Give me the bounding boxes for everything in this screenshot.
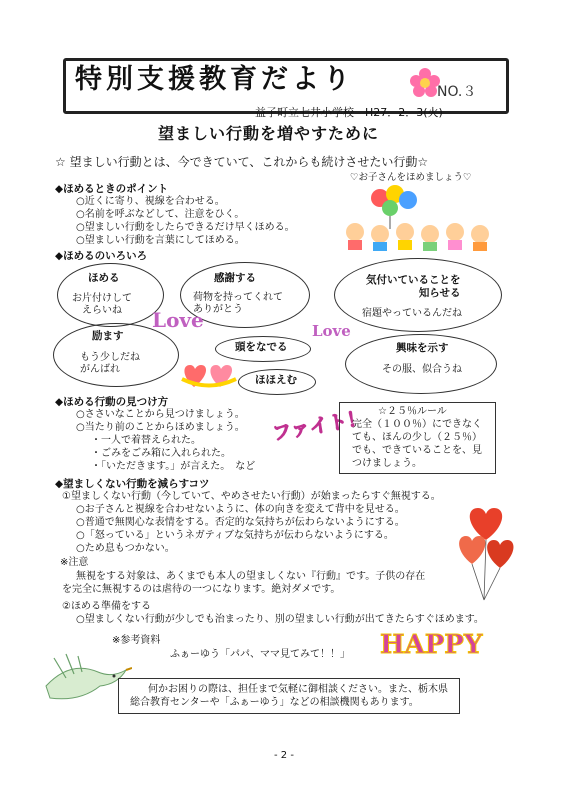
rule-line: でも、できていることを、見 <box>352 445 482 456</box>
rule-title: ☆２５％ルール <box>378 406 447 417</box>
love-decoration: Love <box>152 308 204 332</box>
bubble-title: 励ます <box>92 330 124 342</box>
bubble-text: もう少しだね がんばれ <box>80 352 140 375</box>
page-title: 特別支援教育だより <box>75 64 354 95</box>
bubble-title: 気付いていることを 知らせる <box>366 274 461 299</box>
bubble-title: 頭をなでる <box>235 341 288 353</box>
lead-text: ☆ 望ましい行動とは、今できていて、これからも続けさせたい行動☆ <box>55 155 429 169</box>
bubble-text: 荷物を持ってくれて ありがとう <box>193 292 283 315</box>
bubble-title: ほほえむ <box>255 374 297 386</box>
bubble-title: 興味を示す <box>396 342 449 354</box>
list-item: ○お子さんと視線を合わせないように、体の向きを変えて背中を見せる。 <box>76 504 405 515</box>
heart-balloons-icon <box>454 504 518 602</box>
issue-number: NO.３ <box>437 84 477 100</box>
references-title: ※参考資料 <box>112 635 161 646</box>
bubble-title: 感謝する <box>214 272 256 284</box>
section-praise-points: ◆ほめるときのポイント <box>55 183 169 195</box>
list-item: ○ささいなことから見つけましょう。 <box>76 409 245 420</box>
list-item: ○望ましい行動を言葉にしてほめる。 <box>76 235 245 246</box>
consult-line: 総合教育センターや「ふぁーゆう」などの相談機関もあります。 <box>130 697 419 708</box>
list-item: ○望ましくない行動が少しでも治まったり、別の望ましい行動が出てきたらすぐほめます。 <box>76 614 484 625</box>
section-praise-types: ◆ほめるのいろいろ <box>55 250 148 262</box>
note-line: を完全に無視するのは虐待の一つになります。絶対ダメです。 <box>62 584 341 595</box>
school-date: 益子町立七井小学校 H27．2．3(火) <box>255 106 443 119</box>
consult-line: 何かお困りの際は、担任まで気軽に御相談ください。また、栃木県 <box>148 684 448 695</box>
page-number: - 2 - <box>274 750 294 761</box>
references-item: ふぁーゆう「パパ、ママ見てみて！！」 <box>170 649 350 660</box>
list-item: ○「怒っている」というネガティブな気持ちが伝わらないようにする。 <box>76 530 394 541</box>
list-item: ・ごみをごみ箱に入れられた。 <box>91 448 231 459</box>
list-item: ○望ましい行動をしたらできるだけ早くほめる。 <box>76 222 295 233</box>
section-finding: ◆ほめる行動の見つけ方 <box>55 396 169 408</box>
list-item: ○名前を呼ぶなどして、注意をひく。 <box>76 209 245 220</box>
bubble-text: その服、似合うね <box>382 364 462 375</box>
rule-line: ても、ほんの少し（２５％） <box>352 432 482 443</box>
list-item: ○当たり前のことからほめましょう。 <box>76 422 245 433</box>
note-line: 無視をする対象は、あくまでも本人の望ましくない『行動』です。子供の存在 <box>76 571 426 582</box>
section-reduce: ◆望ましくない行動を減らすコツ <box>55 478 210 490</box>
note-title: ※注意 <box>60 557 89 568</box>
list-item: ○普通で無関心な表情をする。否定的な気持ちが伝わらないようにする。 <box>76 517 405 528</box>
bubble-text: お片付けして えらいね <box>72 293 132 316</box>
rule-line: 完全（１００％）にできなく <box>352 419 482 430</box>
hearts-ribbon-icon <box>180 357 238 393</box>
list-item: ○ため息もつかない。 <box>76 543 175 554</box>
lead-subtext: ♡お子さんをほめましょう♡ <box>350 172 472 183</box>
list-item: ○近くに寄り、視線を合わせる。 <box>76 196 225 207</box>
children-balloons-illustration <box>340 184 510 252</box>
fight-decoration: ファイト！ <box>270 406 368 446</box>
bubble-text: 宿題やっているんだね <box>362 308 462 319</box>
step-two: ②ほめる準備をする <box>62 601 151 612</box>
love-decoration: Love <box>312 322 351 340</box>
happy-decoration: HAPPY <box>380 630 483 660</box>
rule-line: つけましょう。 <box>352 458 422 469</box>
list-item: ・「いただきます。」が言えた。 など <box>91 461 256 472</box>
main-heading: 望ましい行動を増やすために <box>158 124 380 143</box>
bubble-title: ほめる <box>88 272 120 284</box>
step-one: ①望ましくない行動（今していて、やめさせたい行動）が始まったらすぐ無視する。 <box>62 491 441 502</box>
list-item: ・一人で着替えられた。 <box>91 435 201 446</box>
